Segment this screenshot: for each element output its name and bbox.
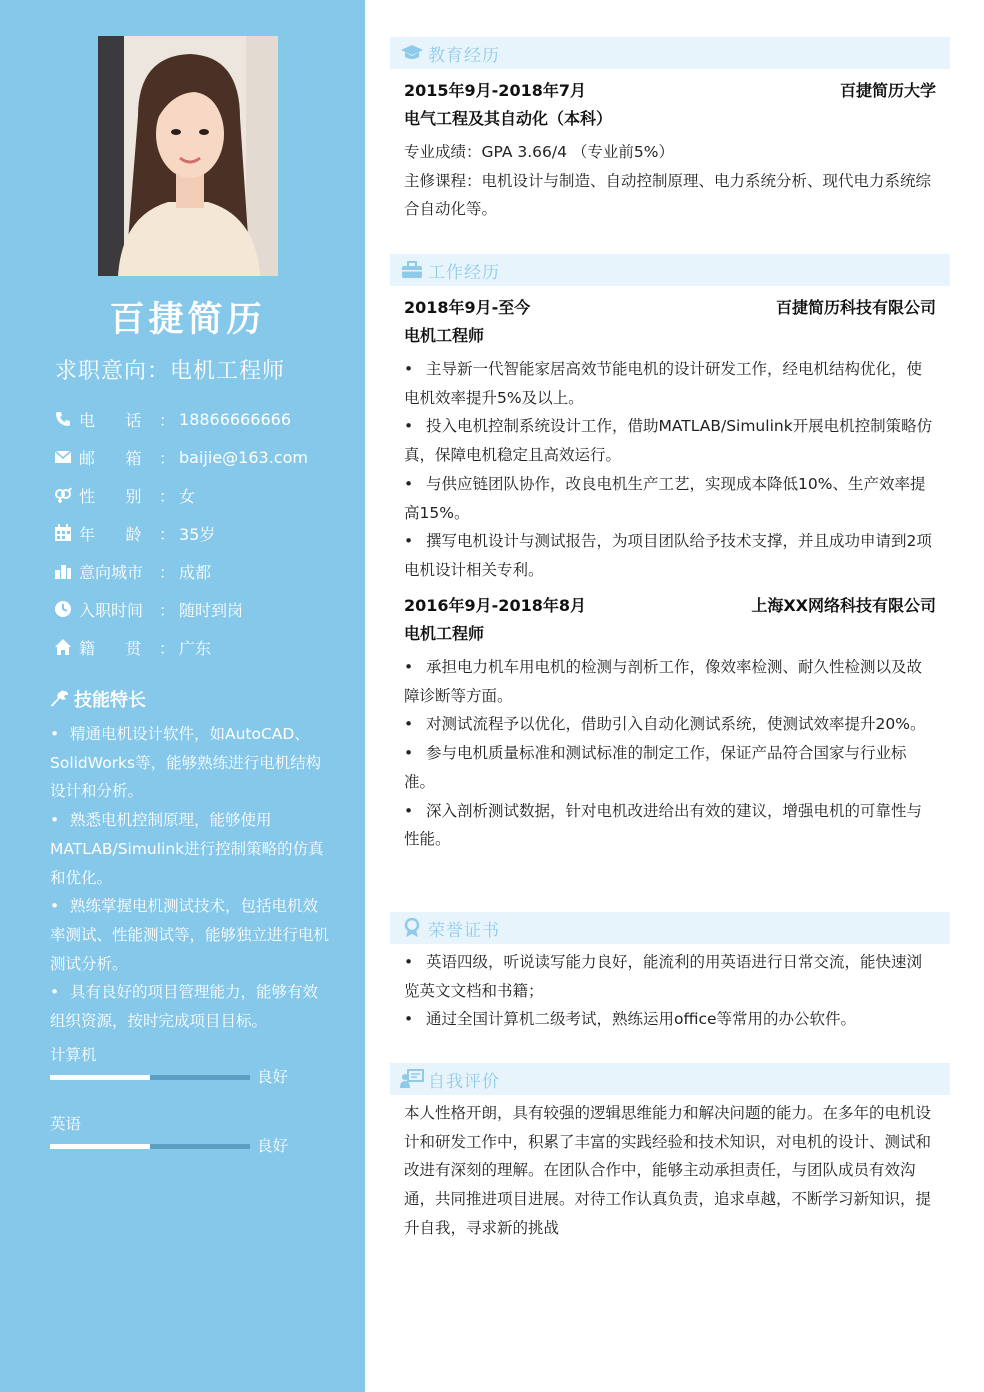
skill-level-name: 英语 <box>50 1115 82 1133</box>
job-company: 百捷简历科技有限公司 <box>775 298 936 317</box>
job-company: 上海XX网络科技有限公司 <box>751 596 936 615</box>
calendar-icon <box>52 522 74 544</box>
briefcase-icon <box>400 259 424 281</box>
skills-list <box>50 720 330 1036</box>
education-header <box>404 78 936 101</box>
job-role: 电机工程师 <box>404 326 485 345</box>
info-row-email: 邮 箱 ： baijie@163.com <box>52 438 352 476</box>
section-header-education: 教育经历 <box>390 37 950 69</box>
education-major: 电气工程及其自动化（本科） <box>404 109 613 128</box>
start-value: 随时到岗 <box>179 600 244 620</box>
skill-item: • 熟练掌握电机测试技术，包括电机效率测试、性能测试等，能够独立进行电机测试分析。 <box>50 897 330 973</box>
education-details <box>404 138 936 224</box>
skill-level-computer <box>50 1043 310 1086</box>
gender-icon <box>52 484 74 506</box>
award-icon <box>400 917 424 939</box>
list-item: • 承担电力机车用电机的检测与剖析工作，像效率检测、耐久性检测以及故障诊断等方面。 <box>404 658 923 705</box>
skill-level-bar <box>50 1075 250 1080</box>
skill-level-text: 良好 <box>257 1068 289 1086</box>
job-role: 电机工程师 <box>404 624 485 643</box>
info-row-phone: 电 话 ： 18866666666 <box>52 400 352 438</box>
education-period: 2015年9月-2018年7月 <box>404 81 586 100</box>
city-icon <box>52 560 74 582</box>
candidate-name: 百捷简历 <box>109 300 266 340</box>
job-duties <box>404 653 936 854</box>
section-header-honors: 荣誉证书 <box>390 912 950 944</box>
age-value: 35岁 <box>179 524 216 544</box>
personal-info-list <box>52 400 352 666</box>
job-header <box>404 593 936 616</box>
job-intent: 求职意向：电机工程师 <box>55 359 286 384</box>
education-line: 主修课程：电机设计与制造、自动控制原理、电力系统分析、现代电力系统综合自动化等。 <box>404 171 932 219</box>
job-period: 2018年9月-至今 <box>404 298 531 317</box>
skill-level-text: 良好 <box>257 1137 289 1155</box>
skill-item: • 精通电机设计软件，如AutoCAD、SolidWorks等，能够熟练进行电机结构设计和分析。 <box>50 725 322 801</box>
skill-level-english <box>50 1112 310 1155</box>
city-value: 成都 <box>179 562 212 582</box>
info-row-age: 年 龄 ： 35岁 <box>52 514 352 552</box>
self-evaluation-text: 本人性格开朗，具有较强的逻辑思维能力和解决问题的能力。在多年的电机设计和研发工作中，积累了丰富的实践经验和技术知识，对电机的设计、测试和改进有深刻的理解。在团队合作中，能够主动承担责任，与团队成员有效沟通，共同推进项目进展。对待工作认真负责，追求卓越，不断学习新知识，提升自我，寻求新的挑战 <box>404 1104 932 1237</box>
list-item: • 参与电机质量标准和测试标准的制定工作，保证产品符合国家与行业标准。 <box>404 744 907 791</box>
honors-list <box>404 948 936 1034</box>
skill-level-name: 计算机 <box>50 1046 97 1064</box>
list-item: • 投入电机控制系统设计工作，借助MATLAB/Simulink开展电机控制策略仿真，保障电机稳定且高效运行。 <box>404 417 933 465</box>
skills-title: 技能特长 <box>50 686 146 712</box>
section-header-work: 工作经历 <box>390 254 950 286</box>
list-item: • 英语四级，听说读写能力良好，能流利的用英语进行日常交流，能快速浏览英文文档和书籍； <box>404 953 923 1000</box>
presenter-icon <box>400 1068 424 1090</box>
list-item: • 主导新一代智能家居高效节能电机的设计研发工作，经电机结构优化，使电机效率提升5%及以上。 <box>404 360 923 407</box>
info-row-start: 入职时间 ： 随时到岗 <box>52 590 352 628</box>
skill-level-fill <box>50 1144 150 1149</box>
skill-item: • 具有良好的项目管理能力，能够有效组织资源，按时完成项目目标。 <box>50 983 319 1031</box>
section-header-self: 自我评价 <box>390 1063 950 1095</box>
list-item: • 与供应链团队协作，改良电机生产工艺，实现成本降低10%、生产效率提高15%。 <box>404 474 926 522</box>
info-row-hometown: 籍 贯 ： 广东 <box>52 628 352 666</box>
profile-photo <box>98 36 278 276</box>
mail-icon <box>52 446 74 468</box>
skill-item: • 熟悉电机控制原理，能够使用MATLAB/Simulink进行控制策略的仿真和优化。 <box>50 811 324 887</box>
phone-icon <box>52 408 74 430</box>
list-item: • 对测试流程予以优化，借助引入自动化测试系统，使测试效率提升20%。 <box>404 715 926 734</box>
sidebar <box>0 0 365 1392</box>
info-row-gender: 性 别 ： 女 <box>52 476 352 514</box>
phone-value: 18866666666 <box>179 409 291 429</box>
hometown-value: 广东 <box>179 638 212 658</box>
clock-icon <box>52 598 74 620</box>
education-line: 专业成绩：GPA 3.66/4 （专业前5%） <box>404 143 675 161</box>
list-item: • 通过全国计算机二级考试，熟练运用office等常用的办公软件。 <box>404 1010 857 1029</box>
job-duties <box>404 355 936 585</box>
list-item: • 深入剖析测试数据，针对电机改进给出有效的建议，增强电机的可靠性与性能。 <box>404 801 923 849</box>
skill-level-fill <box>50 1075 150 1080</box>
job-period: 2016年9月-2018年8月 <box>404 596 586 615</box>
skill-level-bar <box>50 1144 250 1149</box>
job-header <box>404 295 936 318</box>
wrench-icon <box>50 689 70 709</box>
education-school: 百捷简历大学 <box>839 81 936 100</box>
info-row-city: 意向城市 ： 成都 <box>52 552 352 590</box>
list-item: • 撰写电机设计与测试报告，为项目团队给予技术支撑，并且成功申请到2项电机设计相关专利。 <box>404 532 932 579</box>
home-icon <box>52 636 74 658</box>
graduation-cap-icon <box>400 42 424 64</box>
email-value: baijie@163.com <box>179 447 308 467</box>
gender-value: 女 <box>179 486 196 506</box>
